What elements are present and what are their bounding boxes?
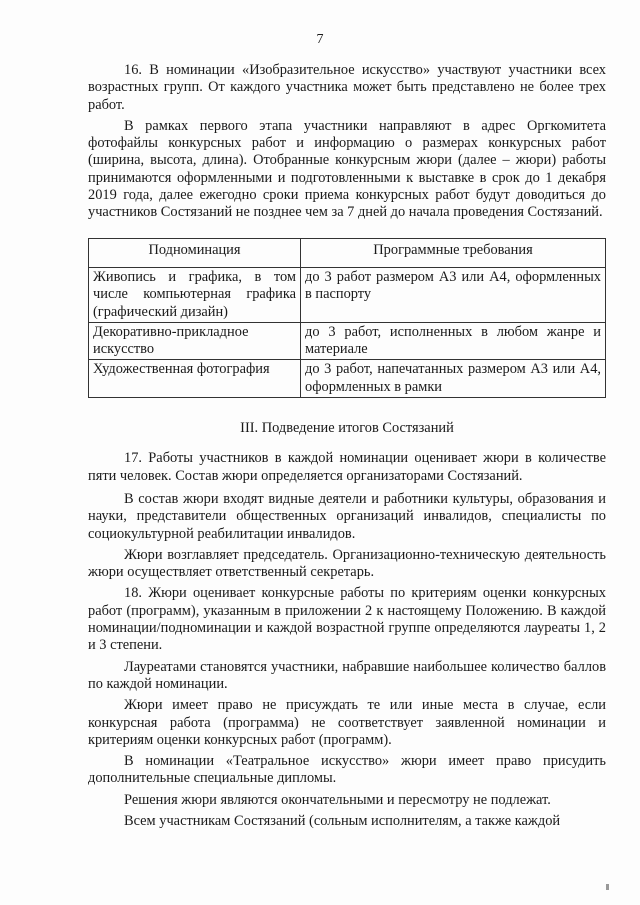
scan-mark xyxy=(606,884,609,890)
paragraph-18: 18. Жюри оценивает конкурсные работы по критериям оценки конкурсных работ (программ), указанным в приложении 2 к настоящему Положению. В каждой номинации/подноминации и каждой возрастной группе определяются лауреаты 1, 2 и 3 степени. xyxy=(88,585,606,654)
paragraph-all-participants: Всем участникам Состязаний (сольным исполнителям, а также каждой xyxy=(124,812,561,829)
table-cell: до 3 работ размером А3 или А4, оформленных в паспорту xyxy=(301,267,606,322)
paragraph-laureates: Лауреатами становятся участники, набравшие наибольшее количество баллов по каждой номинации. xyxy=(88,658,606,692)
table-cell: Художественная фотография xyxy=(89,360,301,398)
subnomination-table xyxy=(88,238,606,398)
paragraph-first-stage: В рамках первого этапа участники направляют в адрес Оргкомитета фотофайлы конкурсных работ и информацию о размерах конкурсных работ (ширина, высота, длина). Отобранные конкурсным жюри (далее – жюри) работы принимаются оформленными и подготовленными к выставке в срок до 1 декабря 2019 года, далее ежегодно сроки приема конкурсных работ будут доводиться до участников Состязаний не позднее чем за 7 дней до начала проведения Состязаний. xyxy=(88,117,606,221)
table-row xyxy=(89,360,606,398)
table-header-cell: Программные требования xyxy=(301,238,606,267)
table-row xyxy=(89,267,606,322)
page-number: 7 xyxy=(316,32,324,47)
table-row xyxy=(89,322,606,360)
section-title: III. Подведение итогов Состязаний xyxy=(240,420,454,437)
table-header-row xyxy=(89,238,606,267)
table-header-cell: Подноминация xyxy=(89,238,301,267)
paragraph-17: 17. Работы участников в каждой номинации оценивает жюри в количестве пяти человек. Состав жюри определяется организаторами Состязаний. xyxy=(88,450,606,484)
table-cell: Декоративно-прикладное искусство xyxy=(89,322,301,360)
table-cell: Живопись и графика, в том числе компьютерная графика (графический дизайн) xyxy=(89,267,301,322)
paragraph-final-decisions: Решения жюри являются окончательными и пересмотру не подлежат. xyxy=(124,791,551,808)
table-cell: до 3 работ, напечатанных размером А3 или А4, оформленных в рамки xyxy=(301,360,606,398)
paragraph-jury-composition: В состав жюри входят видные деятели и работники культуры, образования и науки, представители общественных организаций инвалидов, специалисты по социокультурной реабилитации инвалидов. xyxy=(88,490,606,542)
table-cell: до 3 работ, исполненных в любом жанре и материале xyxy=(301,322,606,360)
paragraph-jury-rights: Жюри имеет право не присуждать те или иные места в случае, если конкурсная работа (программа) не соответствует заявленной номинации и критериям оценки конкурсных работ (программ). xyxy=(88,697,606,748)
paragraph-jury-chair: Жюри возглавляет председатель. Организационно-техническую деятельность жюри осуществляет ответственный секретарь. xyxy=(88,546,606,581)
document-body xyxy=(88,62,606,830)
paragraph-theatre-diplomas: В номинации «Театральное искусство» жюри имеет право присудить дополнительные специальные дипломы. xyxy=(88,753,606,787)
paragraph-16: 16. В номинации «Изобразительное искусство» участвуют участники всех возрастных групп. От каждого участника может быть представлено не более трех работ. xyxy=(88,62,606,113)
